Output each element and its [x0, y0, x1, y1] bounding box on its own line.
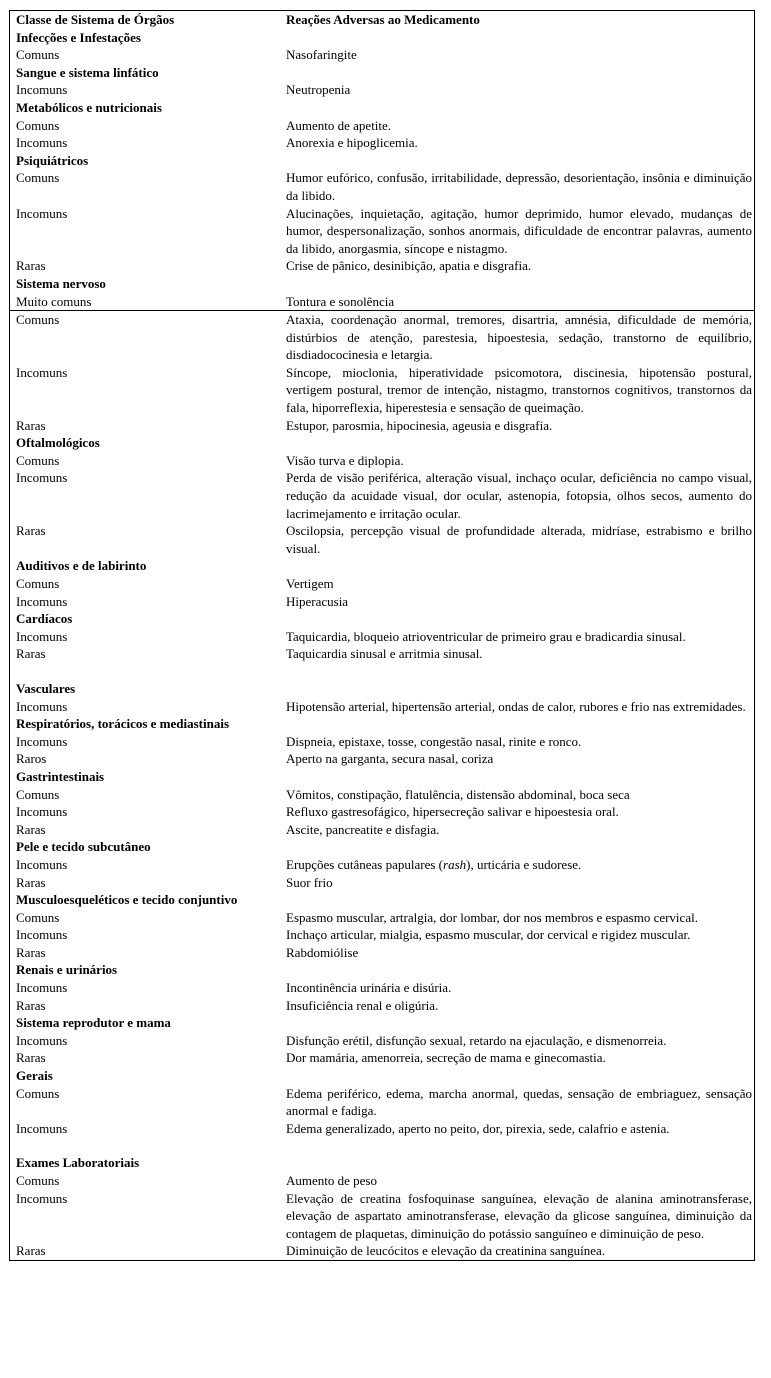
reaction-row [10, 593, 754, 611]
organ-class-empty-cell [278, 64, 758, 82]
reaction-row [10, 944, 754, 962]
reaction-row [10, 293, 754, 311]
organ-class-row [10, 29, 754, 47]
reaction-row [10, 81, 754, 99]
organ-class-name: Auditivos e de labirinto [16, 558, 147, 574]
frequency-cell: Comuns [16, 786, 60, 802]
reactions-cell: Vertigem [286, 576, 334, 591]
reaction-row [10, 575, 754, 593]
reaction-row [10, 733, 754, 751]
reaction-row [10, 1172, 754, 1190]
frequency-cell: Incomuns [16, 628, 68, 644]
reaction-row [10, 169, 754, 204]
organ-class-empty-cell [278, 768, 758, 786]
organ-class-row [10, 99, 754, 117]
frequency-cell: Incomuns [16, 82, 68, 98]
reaction-row [10, 821, 754, 839]
header-organ-class: Classe de Sistema de Órgãos [16, 12, 175, 27]
reaction-row [10, 311, 754, 364]
organ-class-empty-cell [278, 1014, 758, 1032]
reactions-cell: Vômitos, constipação, flatulência, distensão abdominal, boca seca [286, 786, 630, 802]
reaction-row [10, 117, 754, 135]
frequency-cell: Raras [16, 944, 46, 960]
reactions-cell: Espasmo muscular, artralgia, dor lombar, dor nos membros e espasmo cervical. [286, 909, 698, 925]
organ-class-name: Infecções e Infestações [16, 29, 141, 45]
reactions-cell: Edema periférico, edema, marcha anormal, quedas, sensação de embriaguez, sensação anormal e fadiga. [286, 1085, 752, 1119]
organ-class-name: Sistema nervoso [16, 275, 106, 291]
organ-class-name: Gastrintestinais [16, 768, 105, 784]
organ-class-empty-cell [278, 891, 758, 909]
organ-class-name: Renais e urinários [16, 962, 118, 978]
organ-class-row [10, 891, 754, 909]
organ-class-name: Respiratórios, torácicos e mediastinais [16, 716, 230, 732]
frequency-cell: Raros [16, 751, 47, 767]
organ-class-row [10, 838, 754, 856]
organ-class-name: Psiquiátricos [16, 152, 89, 168]
organ-class-name: Gerais [16, 1068, 53, 1084]
organ-class-empty-cell [278, 610, 758, 628]
organ-class-row [10, 557, 754, 575]
reactions-cell: Dispneia, epistaxe, tosse, congestão nasal, rinite e ronco. [286, 733, 582, 749]
organ-class-empty-cell [278, 1067, 758, 1085]
reactions-cell: Diminuição de leucócitos e elevação da creatinina sanguínea. [286, 1243, 606, 1259]
reaction-row [10, 698, 754, 716]
frequency-cell: Comuns [16, 47, 60, 63]
frequency-cell: Comuns [16, 170, 60, 186]
reaction-row [10, 452, 754, 470]
reaction-row [10, 364, 754, 417]
reactions-cell: Aperto na garganta, secura nasal, coriza [286, 751, 494, 767]
organ-class-empty-cell [278, 557, 758, 575]
organ-class-row [10, 768, 754, 786]
reactions-cell: Disfunção erétil, disfunção sexual, retardo na ejaculação, e dismenorreia. [286, 1032, 667, 1048]
organ-class-row [10, 152, 754, 170]
reaction-row [10, 645, 754, 663]
frequency-cell: Muito comuns [16, 293, 92, 309]
reactions-cell: Oscilopsia, percepção visual de profundidade alterada, midríase, estrabismo e brilho visual. [286, 523, 752, 556]
reaction-row [10, 469, 754, 522]
reactions-cell: Erupções cutâneas papulares (rash), urticária e sudorese. [286, 856, 582, 872]
frequency-cell: Comuns [16, 312, 60, 328]
reaction-row [10, 1085, 754, 1120]
reaction-row [10, 134, 754, 152]
frequency-cell: Comuns [16, 117, 60, 133]
organ-class-name: Pele e tecido subcutâneo [16, 839, 151, 855]
organ-class-row [10, 275, 754, 293]
frequency-cell: Incomuns [16, 470, 68, 486]
reactions-cell: Humor eufórico, confusão, irritabilidade, depressão, desorientação, insônia e diminuição da libido. [286, 170, 752, 203]
frequency-cell: Raras [16, 523, 46, 539]
organ-class-row [10, 663, 754, 698]
reactions-cell: Taquicardia sinusal e arritmia sinusal. [286, 646, 483, 662]
organ-class-row [10, 961, 754, 979]
organ-class-name: Musculoesqueléticos e tecido conjuntivo [16, 892, 238, 908]
reaction-row [10, 979, 754, 997]
reactions-cell: Estupor, parosmia, hipocinesia, ageusia e disgrafia. [286, 417, 553, 433]
reaction-row [10, 205, 754, 258]
frequency-cell: Incomuns [16, 1190, 68, 1206]
reaction-row [10, 997, 754, 1015]
reactions-cell: Crise de pânico, desinibição, apatia e disgrafia. [286, 258, 532, 274]
organ-class-row [10, 1014, 754, 1032]
organ-class-name: Metabólicos e nutricionais [16, 99, 162, 115]
reaction-row [10, 750, 754, 768]
organ-class-name: Sangue e sistema linfático [16, 64, 159, 80]
reactions-cell: Anorexia e hipoglicemia. [286, 135, 418, 151]
organ-class-empty-cell [278, 1154, 758, 1172]
reactions-cell: Hipotensão arterial, hipertensão arterial, ondas de calor, rubores e frio nas extremidades. [286, 698, 746, 714]
reactions-cell: Taquicardia, bloqueio atrioventricular de primeiro grau e bradicardia sinusal. [286, 628, 686, 644]
frequency-cell: Incomuns [16, 364, 68, 380]
reactions-cell: Edema generalizado, aperto no peito, dor, pirexia, sede, calafrio e astenia. [286, 1120, 670, 1136]
frequency-cell: Raras [16, 258, 46, 274]
reactions-cell: Neutropenia [286, 82, 351, 98]
reactions-cell: Suor frio [286, 874, 333, 890]
reaction-row [10, 874, 754, 892]
organ-class-name: Sistema reprodutor e mama [16, 1015, 171, 1031]
frequency-cell: Incomuns [16, 135, 68, 151]
organ-class-row [10, 64, 754, 82]
frequency-cell: Comuns [16, 909, 60, 925]
reactions-cell: Insuficiência renal e oligúria. [286, 997, 439, 1013]
organ-class-name: Exames Laboratoriais [16, 1155, 140, 1171]
reactions-cell: Aumento de apetite. [286, 117, 392, 133]
reaction-row [10, 1242, 754, 1260]
frequency-cell: Incomuns [16, 1120, 68, 1136]
organ-class-empty-cell [278, 275, 758, 293]
frequency-cell: Incomuns [16, 927, 68, 943]
organ-class-empty-cell [278, 99, 758, 117]
organ-class-name: Cardíacos [16, 611, 73, 627]
organ-class-empty-cell [278, 152, 758, 170]
frequency-cell: Incomuns [16, 205, 68, 221]
reactions-cell: Nasofaringite [286, 47, 357, 63]
organ-class-row [10, 715, 754, 733]
frequency-cell: Comuns [16, 1085, 60, 1101]
reactions-cell: Alucinações, inquietação, agitação, humor deprimido, humor elevado, mudanças de humor, despersonalização, sonhos anormais, dificuldade de encontrar palavras, aumento da libido, anorgasmia, síncope e nistagmo. [286, 205, 752, 256]
frequency-cell: Raras [16, 417, 46, 433]
frequency-cell: Raras [16, 874, 46, 890]
reactions-cell: Ataxia, coordenação anormal, tremores, disartria, amnésia, dificuldade de memória, distúrbios de atenção, parestesia, hipoestesia, sedação, transtorno de equilíbrio, disdiadococinesia e letargia. [286, 312, 752, 363]
reactions-cell: Perda de visão periférica, alteração visual, inchaço ocular, deficiência no campo visual, redução da acuidade visual, dor ocular, astenopia, fotopsia, olhos secos, aumento do lacrimejamento e irritação ocular. [286, 470, 752, 521]
reactions-cell: Rabdomiólise [286, 944, 359, 960]
organ-class-empty-cell [278, 29, 758, 47]
table-header-row [10, 11, 754, 29]
reactions-cell: Hiperacusia [286, 593, 349, 609]
organ-class-empty-cell [278, 715, 758, 733]
reaction-row [10, 803, 754, 821]
reaction-row [10, 926, 754, 944]
reactions-cell: Aumento de peso [286, 1173, 377, 1188]
frequency-cell: Comuns [16, 1173, 60, 1188]
reaction-row [10, 1049, 754, 1067]
reactions-cell: Síncope, mioclonia, hiperatividade psicomotora, discinesia, hipotensão postural, vertigem postural, tremor de intenção, nistagmo, transtornos cognitivos, transtornos da fala, hiporreflexia, hiperestesia e sensação de queimação. [286, 364, 752, 416]
reaction-row [10, 46, 754, 64]
reaction-row [10, 417, 754, 435]
reactions-cell: Refluxo gastresofágico, hipersecreção salivar e hipoestesia oral. [286, 804, 619, 820]
organ-class-name: Vasculares [16, 680, 76, 696]
reaction-row [10, 909, 754, 927]
frequency-cell: Incomuns [16, 733, 68, 749]
frequency-cell: Raras [16, 646, 46, 662]
table-part-2-rows [10, 311, 754, 1260]
frequency-cell: Incomuns [16, 980, 68, 996]
organ-class-empty-cell [278, 680, 758, 698]
table-part-1 [9, 10, 755, 311]
frequency-cell: Raras [16, 1050, 46, 1066]
reactions-cell: Visão turva e diplopia. [286, 452, 404, 468]
organ-class-row [10, 610, 754, 628]
organ-class-empty-cell [278, 961, 758, 979]
reactions-cell: Incontinência urinária e disúria. [286, 980, 452, 996]
reaction-row [10, 1120, 754, 1138]
frequency-cell: Raras [16, 997, 46, 1013]
reactions-cell: Elevação de creatina fosfoquinase sanguínea, elevação de alanina aminotransferase, elevação de aspartato aminotransferase, elevação da glicose sanguínea, diminuição da contagem de plaquetas, diminuição do potássio sanguíneo e diminuição de peso. [286, 1190, 752, 1241]
reaction-row [10, 257, 754, 275]
organ-class-name: Oftalmológicos [16, 435, 100, 451]
reactions-cell: Inchaço articular, mialgia, espasmo muscular, dor cervical e rigidez muscular. [286, 927, 691, 943]
reaction-row [10, 856, 754, 874]
organ-class-empty-cell [278, 434, 758, 452]
organ-class-row [10, 1067, 754, 1085]
frequency-cell: Incomuns [16, 593, 68, 609]
frequency-cell: Raras [16, 1243, 46, 1259]
reaction-row [10, 1032, 754, 1050]
table-part-1-rows [10, 29, 754, 311]
organ-class-row [10, 434, 754, 452]
reactions-cell: Dor mamária, amenorreia, secreção de mama e ginecomastia. [286, 1050, 606, 1066]
reactions-cell: Ascite, pancreatite e disfagia. [286, 821, 440, 837]
reactions-cell: Tontura e sonolência [286, 293, 395, 309]
frequency-cell: Incomuns [16, 856, 68, 872]
frequency-cell: Raras [16, 821, 46, 837]
table-part-2 [9, 311, 755, 1261]
frequency-cell: Incomuns [16, 804, 68, 820]
organ-class-row [10, 1137, 754, 1172]
reaction-row [10, 786, 754, 804]
frequency-cell: Comuns [16, 576, 60, 591]
frequency-cell: Incomuns [16, 698, 68, 714]
reaction-row [10, 522, 754, 557]
frequency-cell: Comuns [16, 452, 60, 468]
adverse-reactions-table [9, 10, 755, 1261]
reaction-row [10, 1190, 754, 1243]
organ-class-empty-cell [278, 838, 758, 856]
reaction-row [10, 628, 754, 646]
frequency-cell: Incomuns [16, 1032, 68, 1048]
header-adverse-reactions: Reações Adversas ao Medicamento [286, 12, 480, 27]
